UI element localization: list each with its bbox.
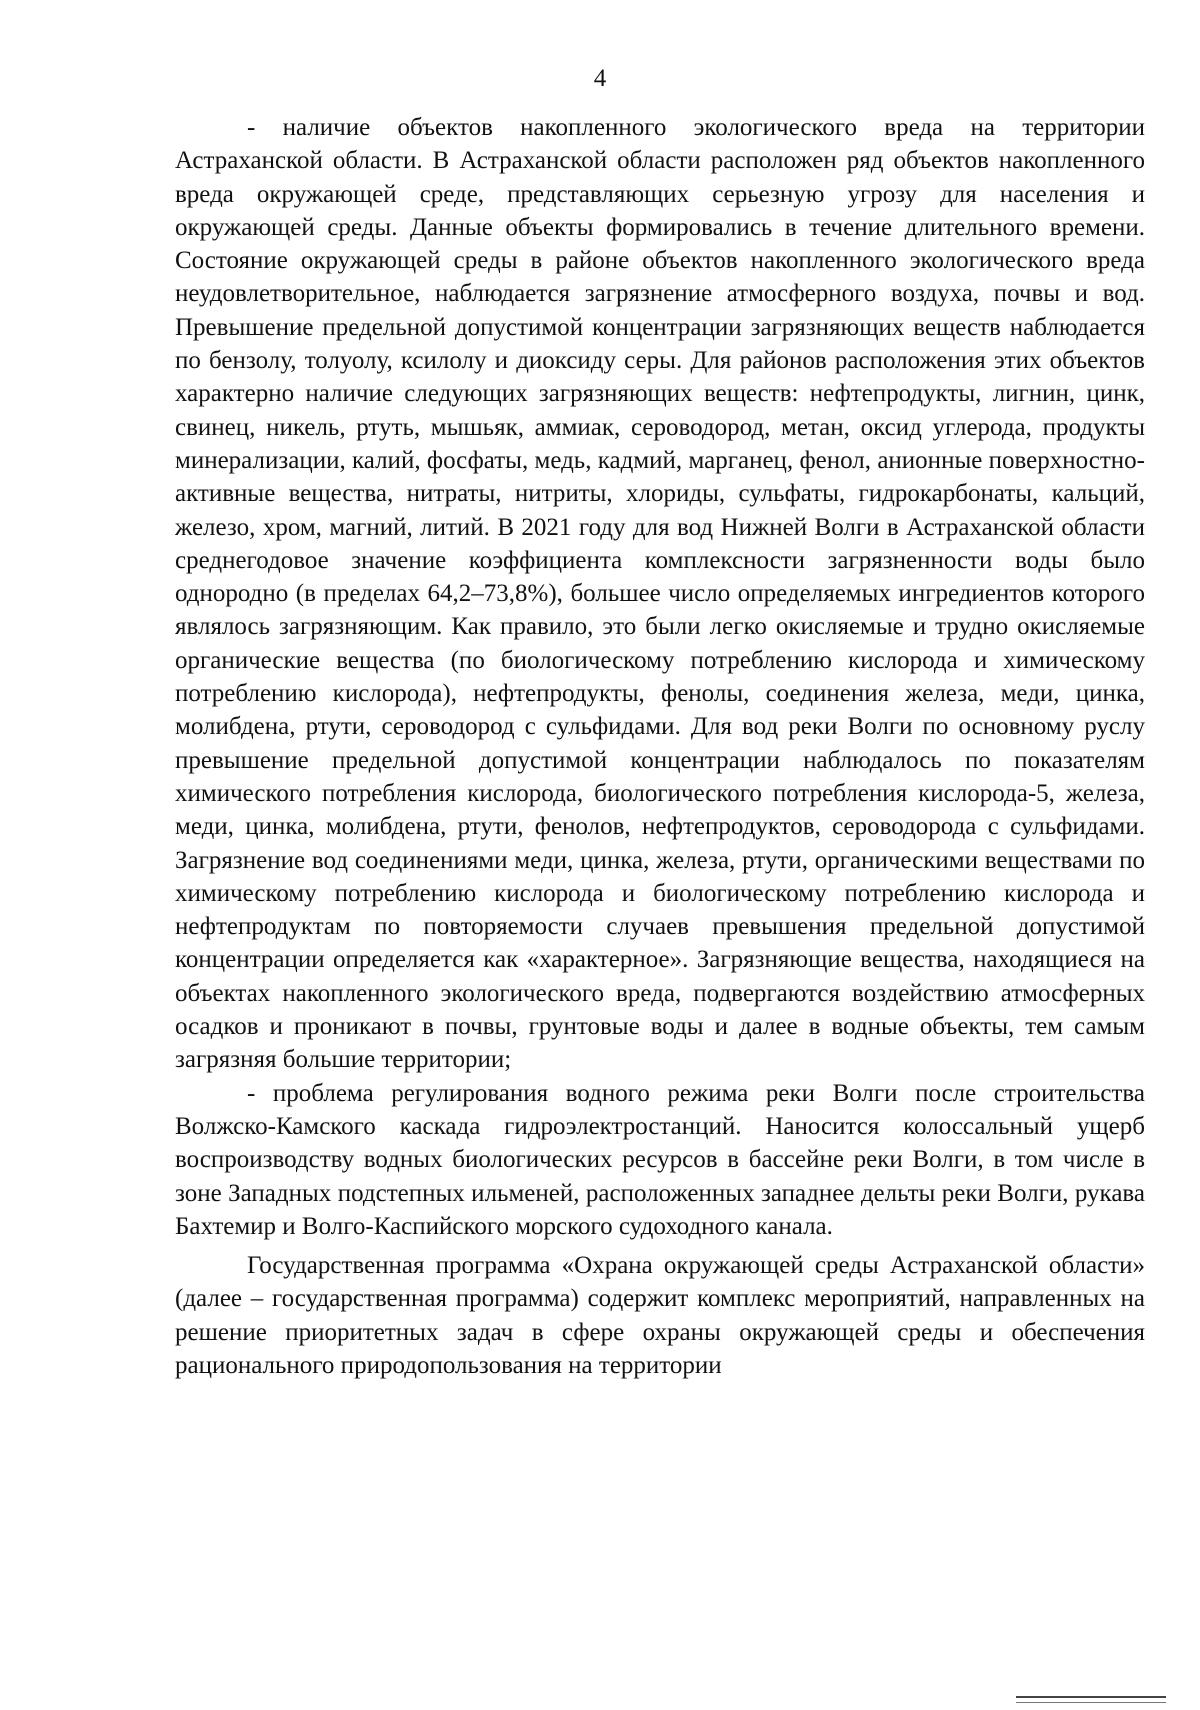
footer-rule-secondary	[1016, 1702, 1166, 1703]
page-number: 4	[593, 65, 607, 92]
paragraph-state-program: Государственная программа «Охрана окружающей среды Астраханской области» (далее – государственная программа) содержит комплекс мероприятий, направленных на решение приоритетных задач в сфере охраны окружающей среды и обеспечения рационального природопользования на территории	[175, 1252, 1145, 1379]
document-body	[175, 111, 1145, 1382]
paragraph-accumulated-damage: - наличие объектов накопленного экологического вреда на территории Астраханской области. В Астраханской области расположен ряд объектов накопленного вреда окружающей среде, представляющих серьезную угрозу для населения и окружающей среды. Данные объекты формировались в течение длительного времени. Состояние окружающей среды в районе объектов накопленного экологического вреда неудовлетворительное, наблюдается загрязнение атмосферного воздуха, почвы и вод. Превышение предельной допустимой концентрации загрязняющих веществ наблюдается по бензолу, толуолу, ксилолу и диоксиду серы. Для районов расположения этих объектов характерно наличие следующих загрязняющих веществ: нефтепродукты, лигнин, цинк, свинец, никель, ртуть, мышьяк, аммиак, сероводород, метан, оксид углерода, продукты минерализации, калий, фосфаты, медь, кадмий, марганец, фенол, анионные поверхностно-активные вещества, нитраты, нитриты, хлориды, сульфаты, гидрокарбонаты, кальций, железо, хром, магний, литий. В 2021 году для вод Нижней Волги в Астраханской области среднегодовое значение коэффициента комплексности загрязненности воды было однородно (в пределах 64,2–73,8%), большее число определяемых ингредиентов которого являлось загрязняющим. Как правило, это были легко окисляемые и трудно окисляемые органические вещества (по биологическому потреблению кислорода и химическому потреблению кислорода), нефтепродукты, фенолы, соединения железа, меди, цинка, молибдена, ртути, сероводород с сульфидами. Для вод реки Волги по основному руслу превышение предельной допустимой концентрации наблюдалось по показателям химического потребления кислорода, биологического потребления кислорода-5, железа, меди, цинка, молибдена, ртути, фенолов, нефтепродуктов, сероводорода с сульфидами. Загрязнение вод соединениями меди, цинка, железа, ртути, органическими веществами по химическому потреблению кислорода и биологическому потреблению кислорода и нефтепродуктам по повторяемости случаев превышения предельной допустимой концентрации определяется как «характерное». Загрязняющие вещества, находящиеся на объектах накопленного экологического вреда, подвергаются воздействию атмосферных осадков и проникают в почвы, грунтовые воды и далее в водные объекты, тем самым загрязняя большие территории;	[175, 114, 1145, 1074]
footer-rule	[1016, 1696, 1166, 1698]
paragraph-volga-water-regime: - проблема регулирования водного режима реки Волги после строительства Волжско-Камского каскада гидроэлектростанций. Наносится колоссальный ущерб воспроизводству водных биологических ресурсов в бассейне реки Волги, в том числе в зоне Западных подстепных ильменей, расположенных западнее дельты реки Волги, рукава Бахтемир и Волго-Каспийского морского судоходного канала.	[175, 1079, 1145, 1240]
